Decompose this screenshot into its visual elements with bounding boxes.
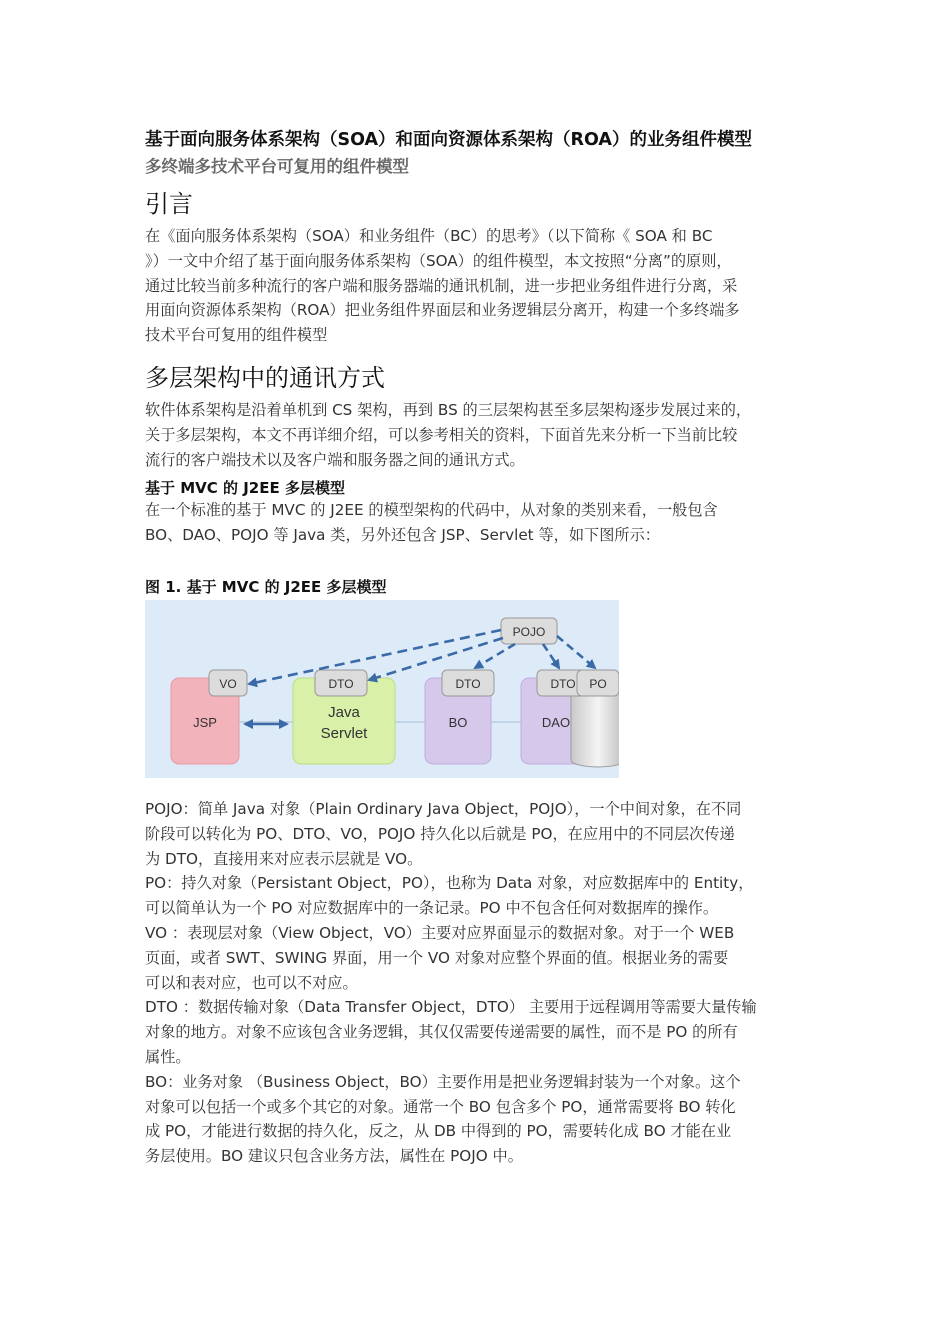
text-line: 阶段可以转化为 PO、DTO、VO，POJO 持久化以后就是 PO，在应用中的不同层次传递 [145, 824, 735, 843]
po-cylinder [571, 688, 619, 767]
text-line: 用面向资源体系架构（ROA）把业务组件界面层和业务逻辑层分离开，构建一个多终端多 [145, 301, 740, 320]
text-line: 在《面向服务体系架构（SOA）和业务组件（BC）的思考》（以下简称《 SOA 和 BC [145, 227, 713, 245]
text-line: 可以和表对应，也可以不对应。 [145, 973, 358, 992]
comm-paragraph [145, 398, 810, 472]
vo-label: VO [219, 677, 237, 691]
document-subtitle: 多终端多技术平台可复用的组件模型 [145, 157, 409, 176]
text-line: 成 PO，才能进行数据的持久化，反之，从 DB 中得到的 PO，需要转化成 BO 才能在业 [145, 1122, 732, 1141]
comm-heading: 多层架构中的通讯方式 [145, 364, 385, 392]
mvc-paragraph [145, 498, 810, 548]
text-line: 可以简单认为一个 PO 对应数据库中的一条记录。PO 中不包含任何对数据库的操作。 [145, 899, 719, 918]
servlet-label-servlet: Servlet [320, 725, 368, 742]
text-line: 务层使用。BO 建议只包含业务方法，属性在 POJO 中。 [145, 1147, 523, 1166]
text-line: 》）一文中介绍了基于面向服务体系架构（SOA）的组件模型，本文按照“分离”的原则， [145, 251, 732, 270]
text-line: BO、DAO、POJO 等 Java 类，另外还包含 JSP、Servlet 等，如下图所示： [145, 525, 660, 544]
text-line: PO：持久对象（Persistant Object，PO），也称为 Data 对象，对应数据库中的 Entity， [145, 874, 754, 893]
text-line: BO：业务对象 （Business Object，BO）主要作用是把业务逻辑封装为一个对象。这个 [145, 1072, 741, 1091]
text-line: 对象可以包括一个或多个其它的对象。通常一个 BO 包含多个 PO，通常需要将 BO 转化 [145, 1097, 736, 1116]
dto-label: DTO [328, 677, 354, 691]
text-line: 关于多层架构，本文不再详细介绍，可以参考相关的资料，下面首先来分析一下当前比较 [145, 425, 738, 444]
jsp-label: JSP [193, 715, 217, 730]
definitions-paragraph [145, 797, 810, 1169]
text-line: POJO：简单 Java 对象（Plain Ordinary Java Object，POJO），一个中间对象，在不同 [145, 800, 742, 818]
dto-label: DTO [550, 677, 576, 691]
pojo-label: POJO [512, 625, 546, 639]
document-title: 基于面向服务体系架构（SOA）和面向资源体系架构（ROA）的业务组件模型 [145, 130, 752, 150]
figure-caption: 图 1. 基于 MVC 的 J2EE 多层模型 [145, 578, 387, 596]
mvc-heading: 基于 MVC 的 J2EE 多层模型 [145, 479, 345, 497]
intro-paragraph [145, 224, 810, 348]
text-line: VO ：表现层对象（View Object，VO）主要对应界面显示的数据对象。对于一个 WEB [145, 923, 735, 942]
bo-label: BO [448, 715, 468, 730]
servlet-label-java: Java [328, 704, 360, 721]
text-line: 软件体系架构是沿着单机到 CS 架构，再到 BS 的三层架构甚至多层架构逐步发展过来的， [145, 401, 752, 419]
intro-heading: 引言 [145, 190, 193, 218]
architecture-diagram [145, 600, 619, 778]
text-line: 技术平台可复用的组件模型 [145, 326, 328, 345]
po-label: PO [589, 677, 607, 691]
architecture-figure [145, 600, 619, 778]
dao-label: DAO [541, 715, 571, 730]
dto-label: DTO [455, 677, 481, 691]
text-line: 流行的客户端技术以及客户端和服务器之间的通讯方式。 [145, 450, 525, 469]
text-line: 在一个标准的基于 MVC 的 J2EE 的模型架构的代码中，从对象的类别来看，一般包含 [145, 501, 718, 519]
text-line: 对象的地方。对象不应该包含业务逻辑，其仅仅需要传递需要的属性，而不是 PO 的所有 [145, 1023, 738, 1042]
text-line: DTO ：数据传输对象（Data Transfer Object，DTO） 主要用于远程调用等需要大量传输 [145, 998, 757, 1017]
text-line: 为 DTO，直接用来对应表示层就是 VO。 [145, 849, 423, 868]
text-line: 属性。 [145, 1047, 191, 1066]
text-line: 通过比较当前多种流行的客户端和服务器端的通讯机制，进一步把业务组件进行分离，采 [145, 276, 738, 295]
text-line: 页面，或者 SWT、SWING 界面，用一个 VO 对象对应整个界面的值。根据业务的需要 [145, 948, 729, 967]
